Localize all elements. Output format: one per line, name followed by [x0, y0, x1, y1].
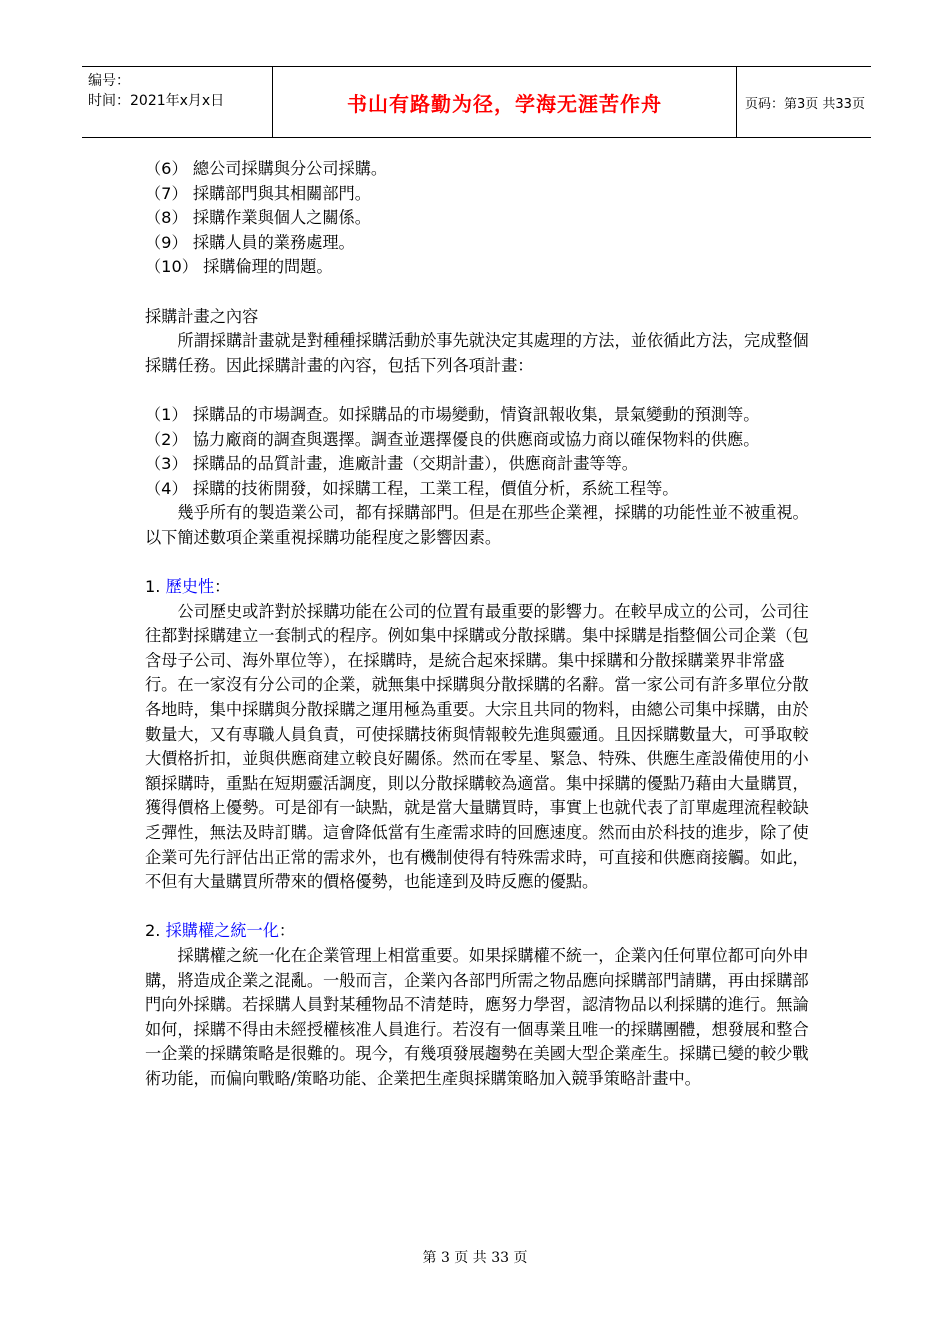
page-counter: 页码：第3页 共33页 — [745, 96, 865, 112]
motto: 书山有路勤为径，学海无涯苦作舟 — [347, 91, 662, 116]
list-item: （3） 採購品的品質計畫，進廠計畫（交期計畫），供應商計畫等等。 — [145, 454, 638, 474]
section-heading-link[interactable]: 歷史性 — [165, 577, 215, 597]
paragraph: 採購權之統一化在企業管理上相當重要。如果採購權不統一，企業內任何單位都可向外申購，將造成企業之混亂。一般而言，企業內各部門所需之物品應向採購部門請購，再由採購部門向外採購。若採購人員對某種物品不清楚時，應努力學習，認清物品以利採購的進行。無論如何，採購不得由未經授權核准人員進行。若沒有一個專業且唯一的採購團體，想發展和整合一企業的採購策略是很難的。現今，有幾項發展趨勢在美國大型企業產生。採購已變的較少戰術功能，而偏向戰略/策略功能、企業把生產與採購策略加入競爭策略計畫中。 — [145, 946, 809, 1088]
list-item: （7） 採購部門與其相關部門。 — [145, 183, 371, 203]
section-heading-authority — [145, 919, 815, 944]
list-item: （1） 採購品的市場調查。如採購品的市場變動，情資訊報收集，景氣變動的預測等。 — [145, 404, 760, 424]
page-header — [82, 66, 871, 138]
list-item: （6） 總公司採購與分公司採購。 — [145, 159, 388, 178]
document-body — [145, 157, 815, 1092]
list-item: （4） 採購的技術開發，如採購工程，工業工程，價值分析，系統工程等。 — [145, 478, 679, 498]
list-item: （10） 採購倫理的問題。 — [145, 257, 333, 277]
list-item: （9） 採購人員的業務處理。 — [145, 232, 355, 252]
page-footer: 第 3 页 共 33 页 — [422, 1250, 528, 1266]
header-meta — [82, 67, 273, 137]
paragraph: 公司歷史或許對於採購功能在公司的位置有最重要的影響力。在較早成立的公司，公司往往都對採購建立一套制式的程序。例如集中採購或分散採購。集中採購是指整個公司企業（包含母子公司、海外單位等），在採購時，是統合起來採購。集中採購和分散採購業界非常盛行。在一家沒有分公司的企業，就無集中採購與分散採購的名辭。當一家公司有許多單位分散各地時，集中採購與分散採購之運用極為重要。大宗且共同的物料，由總公司集中採購，由於數量大，又有專職人員負責，可使採購技術與情報較先進與靈通。且因採購數量大，可爭取較大價格折扣，並與供應商建立較良好關係。然而在零星、緊急、特殊、供應生產設備使用的小額採購時，重點在短期靈活調度，則以分散採購較為適當。集中採購的優點乃藉由大量購買，獲得價格上優勢。可是卻有一缺點，就是當大量購買時，事實上也就代表了訂單處理流程較缺乏彈性，無法及時訂購。這會降低當有生產需求時的回應速度。然而由於科技的進步，除了使企業可先行評估出正常的需求外，也有機制使得有特殊需求時，可直接和供應商接觸。如此，不但有大量購買所帶來的價格優勢，也能達到及時反應的優點。 — [145, 601, 809, 892]
number-label: 编号： — [88, 73, 130, 89]
section-title: 採購計畫之內容 — [145, 306, 259, 326]
list-item: （8） 採購作業與個人之關係。 — [145, 208, 371, 228]
header-motto-cell — [273, 67, 737, 137]
section-heading-history — [145, 575, 815, 600]
paragraph: 所謂採購計畫就是對種種採購活動於事先就決定其處理的方法，並依循此方法，完成整個採購任務。因此採購計畫的內容，包括下列各項計畫： — [145, 331, 809, 375]
section-number: 1. — [145, 577, 166, 597]
section-colon: ： — [214, 577, 231, 597]
list-item: （2） 協力廠商的調查與選擇。調查並選擇優良的供應商或協力商以確保物料的供應。 — [145, 429, 760, 449]
paragraph: 幾乎所有的製造業公司，都有採購部門。但是在那些企業裡，採購的功能性並不被重視。以下簡述數項企業重視採購功能程度之影響因素。 — [145, 503, 809, 547]
section-colon: ： — [278, 921, 296, 941]
section-heading-link[interactable]: 採購權之統一化 — [165, 921, 279, 941]
section-number: 2. — [145, 921, 166, 941]
time-label: 时间：2021年x月x日 — [88, 93, 225, 109]
